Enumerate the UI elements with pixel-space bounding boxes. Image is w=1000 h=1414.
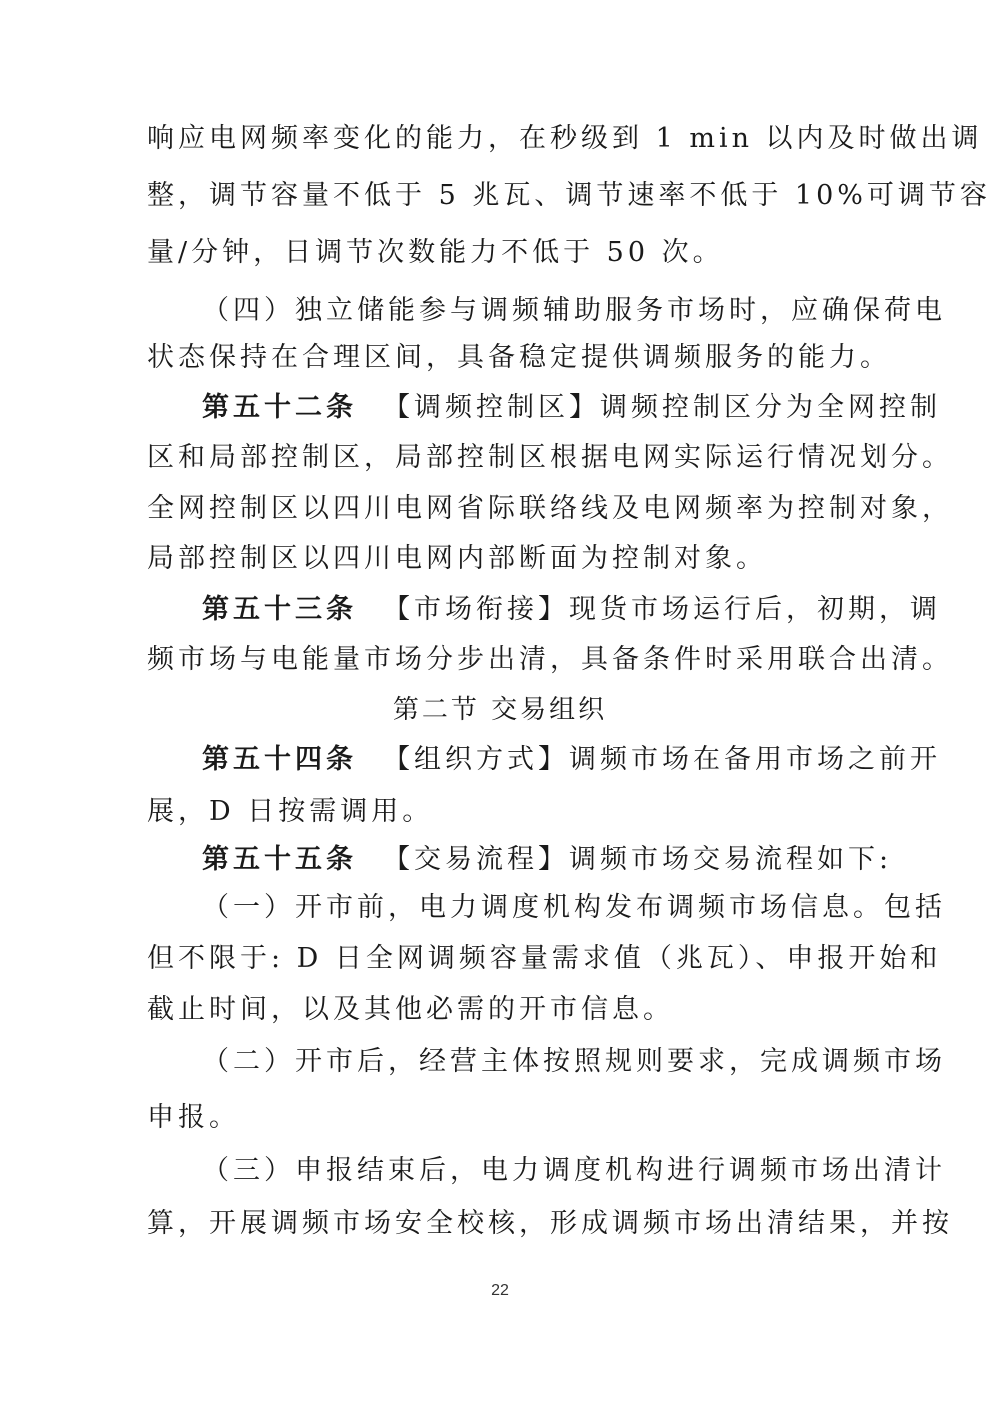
paragraph-line: 申报。 [147,1102,240,1133]
article-55-text: 【交易流程】调频市场交易流程如下: [383,844,893,875]
page-number: 22 [491,1282,509,1299]
article-52-first-line [202,390,941,426]
paragraph-line: 局部控制区以四川电网内部断面为控制对象。 [147,543,767,574]
paragraph-line: 算，开展调频市场安全校核，形成调频市场出清结果，并按 [147,1208,953,1239]
article-54-text: 【组织方式】调频市场在备用市场之前开 [383,744,941,775]
article-54-first-line [202,742,941,778]
paragraph-line: （四）独立储能参与调频辅助服务市场时，应确保荷电 [202,295,946,326]
paragraph-line: 全网控制区以四川电网省际联络线及电网频率为控制对象， [147,493,953,524]
paragraph-line: 截止时间，以及其他必需的开市信息。 [147,994,674,1025]
article-53-text: 【市场衔接】现货市场运行后，初期，调 [383,594,941,625]
article-52-text: 【调频控制区】调频控制区分为全网控制 [383,392,941,423]
paragraph-line: （二）开市后，经营主体按照规则要求，完成调频市场 [202,1046,946,1077]
paragraph-line: 展，D 日按需调用。 [147,796,434,827]
paragraph-line: 但不限于: D 日全网调频容量需求值（兆瓦）、申报开始和 [147,943,942,974]
paragraph-line: 频市场与电能量市场分步出清，具备条件时采用联合出清。 [147,644,953,675]
article-53-title: 第五十三条 [202,594,357,625]
article-52-title: 第五十二条 [202,392,357,423]
paragraph-line: （一）开市前，电力调度机构发布调频市场信息。包括 [202,892,946,923]
article-54-title: 第五十四条 [202,744,357,775]
paragraph-line: （三）申报结束后，电力调度机构进行调频市场出清计 [202,1155,946,1186]
paragraph-line: 响应电网频率变化的能力，在秒级到 1 min 以内及时做出调 [147,123,983,154]
article-53-first-line [202,592,941,628]
paragraph-line: 量/分钟，日调节次数能力不低于 50 次。 [147,237,724,268]
paragraph-line: 整，调节容量不低于 5 兆瓦、调节速率不低于 10%可调节容 [147,180,991,211]
article-55-first-line [202,842,902,878]
paragraph-line: 状态保持在合理区间，具备稳定提供调频服务的能力。 [147,342,891,373]
section-heading: 第二节 交易组织 [392,695,608,725]
article-55-title: 第五十五条 [202,844,357,875]
paragraph-line: 区和局部控制区，局部控制区根据电网实际运行情况划分。 [147,442,953,473]
